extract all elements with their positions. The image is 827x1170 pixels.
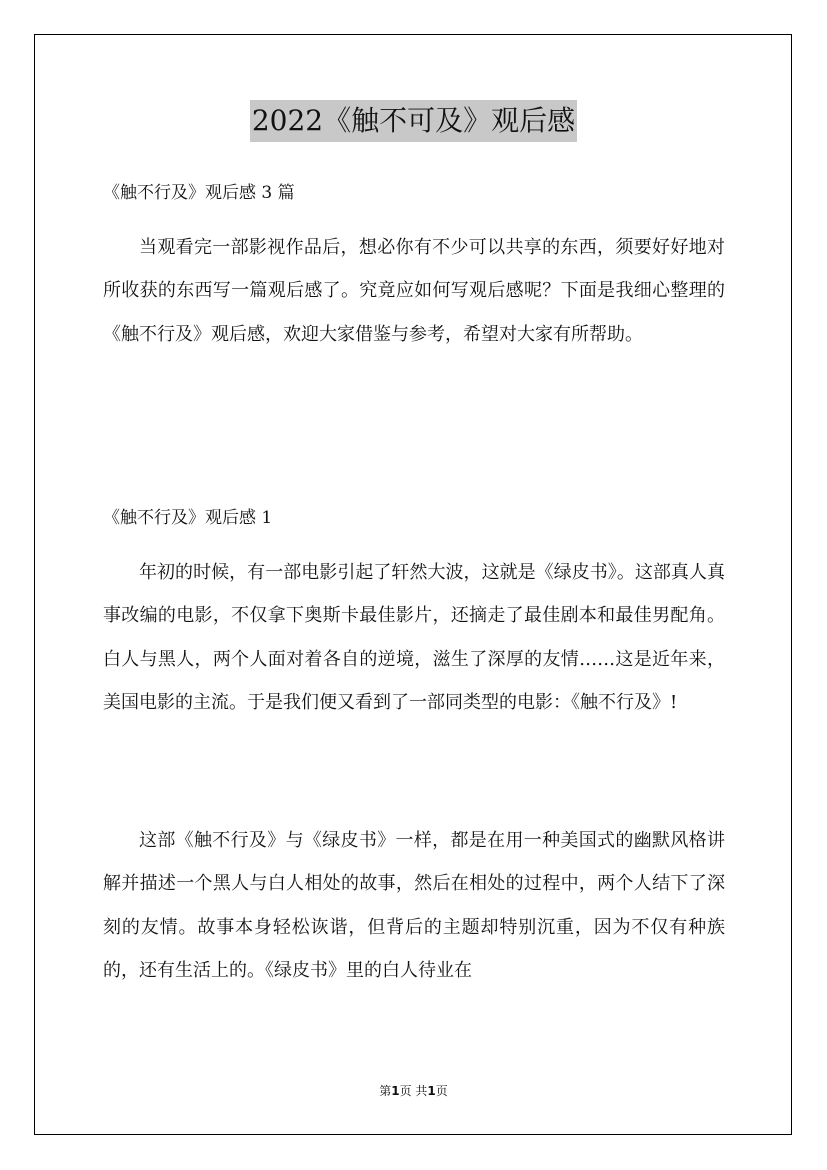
body-paragraph-2: 这部《触不行及》与《绿皮书》一样，都是在用一种美国式的幽默风格讲解并描述一个黑人与白人相处的故事，然后在相处的过程中，两个人结下了深刻的友情。故事本身轻松诙谐，但背后的主题却特别沉重，因为不仅有种族的，还有生活上的。《绿皮书》里的白人待业在 — [103, 830, 725, 982]
document-subtitle: 《触不行及》观后感 3 篇 — [103, 183, 295, 203]
document-title: 2022《触不可及》观后感 — [250, 100, 577, 142]
page-footer — [0, 1083, 827, 1099]
footer-page-suffix: 页 — [435, 1084, 448, 1098]
footer-page-mid: 页 共 — [399, 1084, 428, 1098]
intro-paragraph: 当观看完一部影视作品后，想必你有不少可以共享的东西，须要好好地对所收获的东西写一篇观后感了。究竟应如何写观后感呢？下面是我细心整理的《触不行及》观后感，欢迎大家借鉴与参考，希望对大家有所帮助。 — [103, 237, 725, 345]
section-heading: 《触不行及》观后感 1 — [103, 508, 273, 528]
title-container — [0, 100, 827, 142]
footer-page-number: 1 — [391, 1084, 400, 1098]
footer-page-prefix: 第 — [379, 1084, 392, 1098]
footer-total-pages: 1 — [427, 1084, 436, 1098]
body-paragraph-1: 年初的时候，有一部电影引起了轩然大波，这就是《绿皮书》。这部真人真事改编的电影，不仅拿下奥斯卡最佳影片，还摘走了最佳剧本和最佳男配角。白人与黑人，两个人面对着各自的逆境，滋生了深厚的友情……这是近年来，美国电影的主流。于是我们便又看到了一部同类型的电影：《触不行及》! — [103, 562, 725, 714]
